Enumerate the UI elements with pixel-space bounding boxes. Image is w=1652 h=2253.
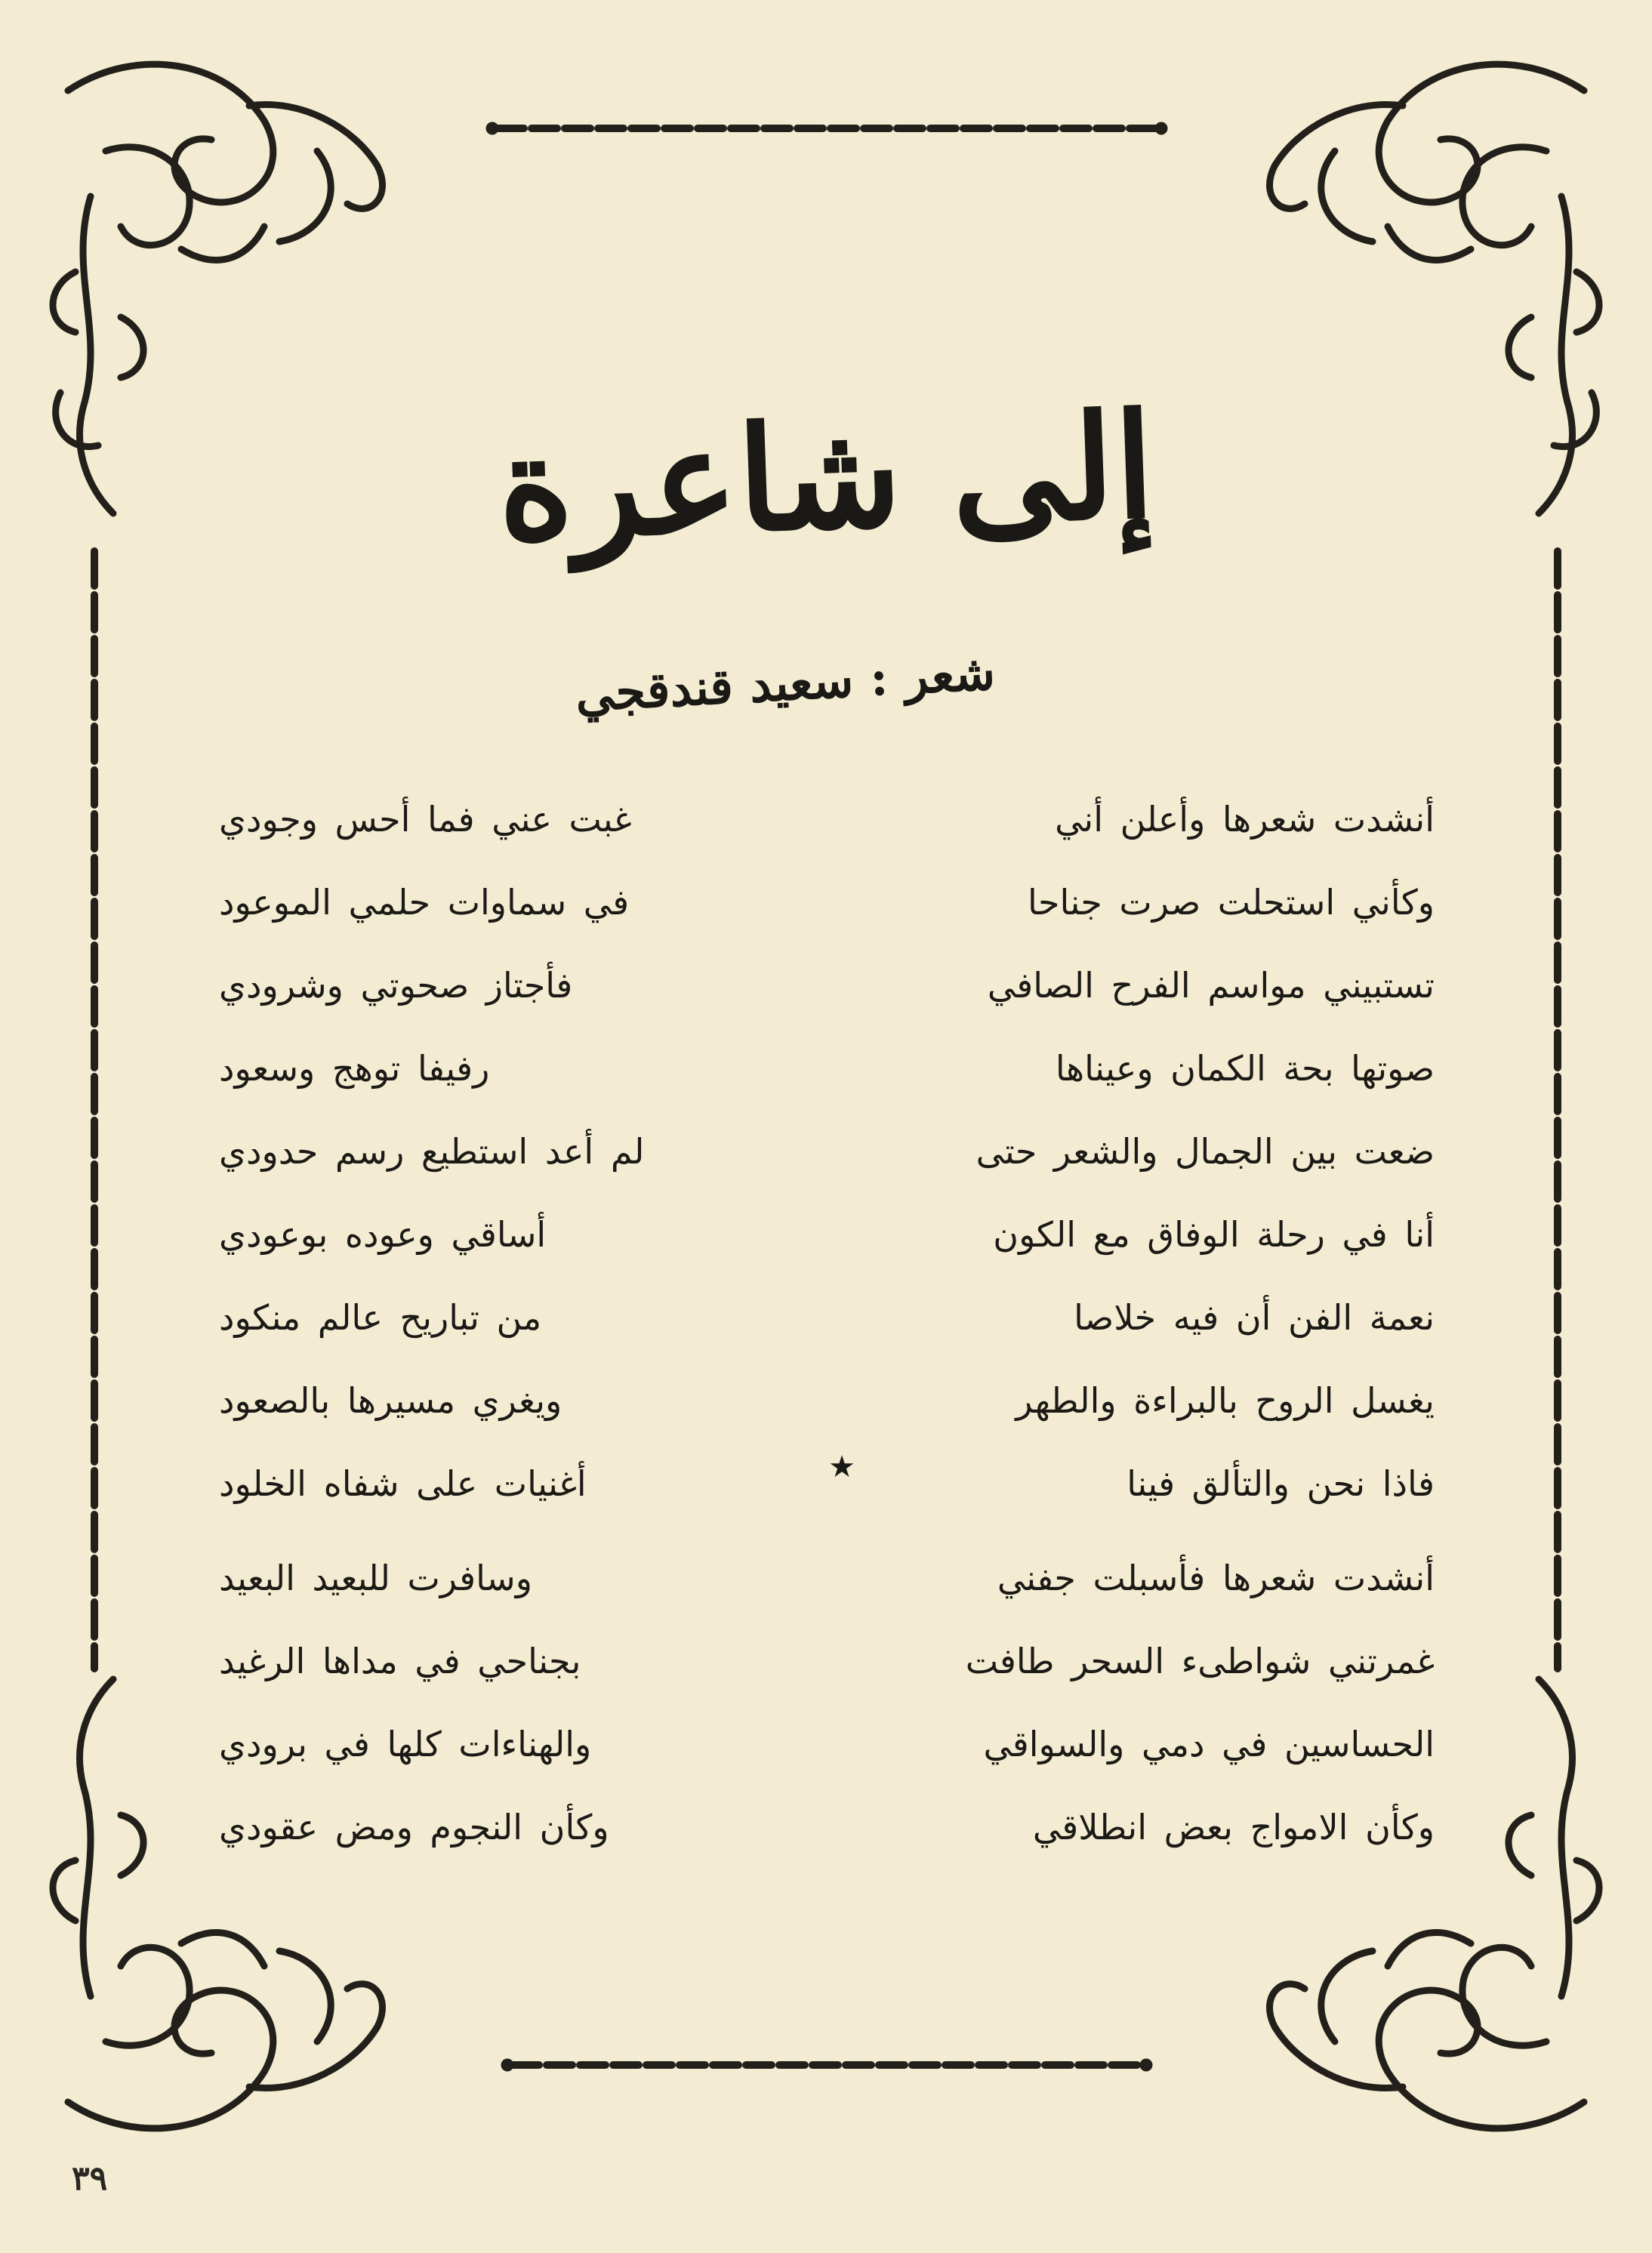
verse-5 — [219, 1110, 1435, 1193]
hemistich-second: ويغري مسيرها بالصعود — [219, 1380, 562, 1421]
bottom-bead-rule — [501, 2059, 1152, 2071]
hemistich-second: في سماوات حلمي الموعود — [219, 882, 630, 923]
hemistich-second: من تباريح عالم منكود — [219, 1297, 542, 1338]
stanza-separator-star: ★ — [828, 1450, 855, 1484]
hemistich-first: يغسل الروح بالبراءة والطهر — [1016, 1380, 1435, 1421]
hemistich-first: تستبيني مواسم الفرح الصافي — [987, 965, 1435, 1006]
hemistich-first: صوتها بحة الكمان وعيناها — [1055, 1048, 1435, 1089]
verse-11 — [219, 1620, 1435, 1703]
hemistich-second: وسافرت للبعيد البعيد — [219, 1558, 532, 1598]
hemistich-first: نعمة الفن أن فيه خلاصا — [1074, 1297, 1435, 1338]
hemistich-first: الحساسين في دمي والسواقي — [983, 1724, 1435, 1764]
hemistich-second: أغنيات على شفاه الخلود — [219, 1463, 587, 1504]
verse-4 — [219, 1027, 1435, 1110]
poem-author: شعر : سعيد قندقجي — [574, 644, 997, 723]
hemistich-first: أنشدت شعرها وأعلن أني — [1055, 799, 1435, 840]
hemistich-second: أساقي وعوده بوعودي — [219, 1214, 547, 1255]
verse-6 — [219, 1193, 1435, 1276]
verse-7 — [219, 1276, 1435, 1359]
verse-10 — [219, 1536, 1435, 1620]
hemistich-first: وكأني استحلت صرت جناحا — [1028, 882, 1435, 923]
top-bead-rule — [486, 122, 1167, 134]
hemistich-second: بجناحي في مداها الرغيد — [219, 1641, 581, 1681]
verse-1 — [219, 778, 1435, 861]
poem-title: إلى شاعرة — [495, 381, 1157, 573]
verse-12 — [219, 1703, 1435, 1786]
page-number: ٣٩ — [72, 2159, 108, 2198]
hemistich-first: أنشدت شعرها فأسبلت جفني — [997, 1558, 1435, 1598]
verse-3 — [219, 944, 1435, 1027]
hemistich-first: وكأن الامواج بعض انطلاقي — [1032, 1807, 1435, 1848]
hemistich-second: لم أعد استطيع رسم حدودي — [219, 1131, 645, 1172]
verse-8 — [219, 1359, 1435, 1442]
hemistich-first: فاذا نحن والتألق فينا — [1127, 1463, 1435, 1504]
verse-2 — [219, 861, 1435, 944]
hemistich-second: فأجتاز صحوتي وشرودي — [219, 965, 573, 1006]
hemistich-second: غبت عني فما أحس وجودي — [219, 799, 632, 840]
hemistich-first: غمرتني شواطىء السحر طافت — [965, 1641, 1435, 1681]
hemistich-second: رفيفا توهج وسعود — [219, 1048, 490, 1089]
verse-13 — [219, 1786, 1435, 1869]
hemistich-first: أنا في رحلة الوفاق مع الكون — [993, 1214, 1435, 1255]
hemistich-second: وكأن النجوم ومض عقودي — [219, 1807, 609, 1848]
hemistich-first: ضعت بين الجمال والشعر حتى — [975, 1131, 1435, 1172]
hemistich-second: والهناءات كلها في برودي — [219, 1724, 592, 1764]
